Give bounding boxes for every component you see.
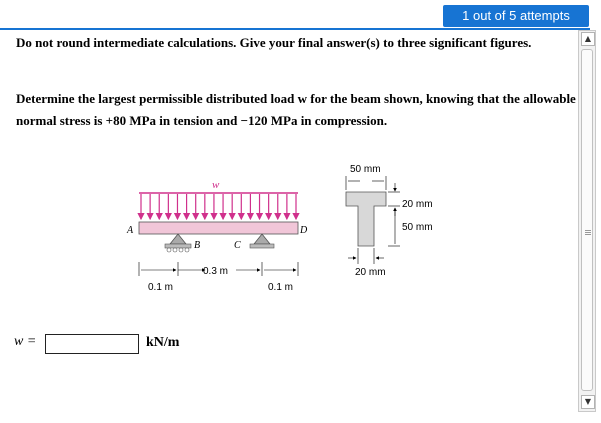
scroll-up-arrow-icon[interactable]: ▲ (581, 32, 595, 46)
pin-support-c (250, 234, 274, 248)
beam-body (139, 222, 298, 234)
scroll-thumb[interactable] (581, 49, 593, 391)
dim-mid-label: 0.3 m (203, 266, 229, 277)
vertical-scrollbar[interactable] (578, 30, 596, 412)
load-arrows (141, 194, 296, 219)
problem-statement: Determine the largest permissible distributed load w for the beam shown, knowing that the allowable normal stress is +80 MPa in tension and −120 MPa in compression. (16, 91, 576, 128)
t-section-shape (346, 192, 386, 246)
answer-unit: kN/m (146, 335, 180, 350)
roller-support-b (165, 234, 191, 252)
answer-label: w = (14, 334, 37, 349)
instructions-text: Do not round intermediate calculations. Give your final answer(s) to three significant figures. (16, 35, 532, 50)
point-a-label: A (127, 225, 134, 236)
point-d-label: D (300, 225, 308, 236)
dim-left-label: 0.1 m (148, 282, 174, 293)
section-web-thick-label: 20 mm (355, 267, 386, 278)
section-flange-width-label: 50 mm (350, 164, 381, 175)
section-flange-thick-label: 20 mm (402, 199, 433, 210)
answer-input[interactable] (45, 334, 139, 354)
point-c-label: C (234, 240, 241, 251)
scroll-down-arrow-icon[interactable]: ▼ (581, 395, 595, 409)
load-label: w (212, 179, 220, 191)
section-web-height-label: 50 mm (402, 222, 433, 233)
point-b-label: B (194, 240, 201, 251)
dim-right-label: 0.1 m (268, 282, 294, 293)
attempts-badge: 1 out of 5 attempts (443, 5, 589, 27)
